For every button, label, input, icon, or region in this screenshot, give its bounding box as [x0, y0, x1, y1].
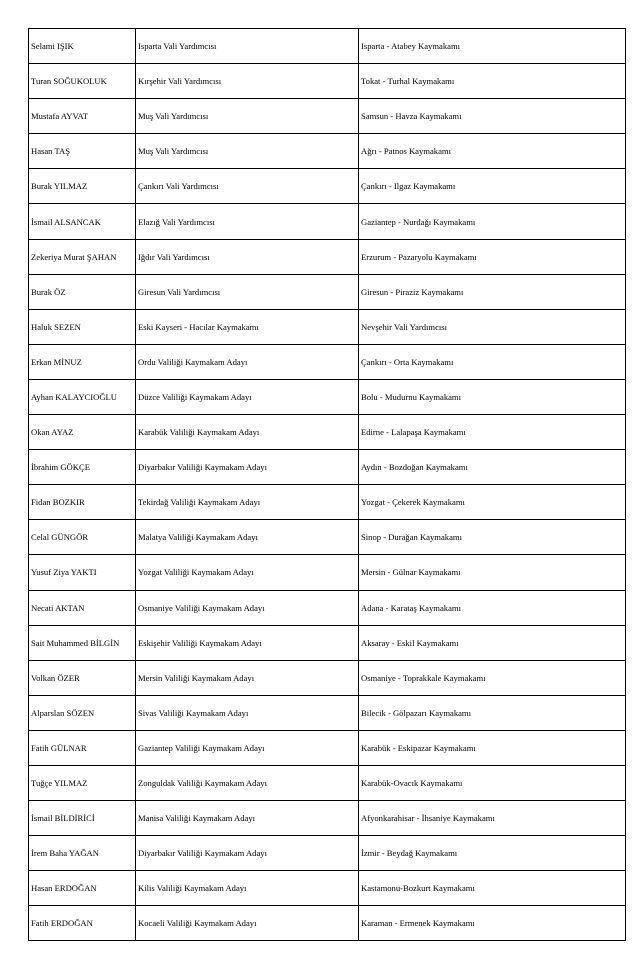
- current-post-cell: Kırşehir Vali Yardımcısı: [136, 64, 359, 99]
- new-post-cell: Giresun - Piraziz Kaymakamı: [359, 274, 626, 309]
- current-post-cell: Malatya Valiliği Kaymakam Adayı: [136, 520, 359, 555]
- table-row: [29, 871, 626, 906]
- new-post-cell: Sinop - Durağan Kaymakamı: [359, 520, 626, 555]
- current-post-cell: Kocaeli Valiliği Kaymakam Adayı: [136, 906, 359, 941]
- new-post-cell: İzmir - Beydağ Kaymakamı: [359, 836, 626, 871]
- current-post-cell: Çankırı Vali Yardımcısı: [136, 169, 359, 204]
- table-row: [29, 309, 626, 344]
- person-name-cell: Hasan TAŞ: [29, 134, 136, 169]
- table-row: [29, 836, 626, 871]
- current-post-cell: Manisa Valiliği Kaymakam Adayı: [136, 801, 359, 836]
- current-post-cell: Ordu Valiliği Kaymakam Adayı: [136, 344, 359, 379]
- current-post-cell: Muş Vali Yardımcısı: [136, 99, 359, 134]
- new-post-cell: Tokat - Turhal Kaymakamı: [359, 64, 626, 99]
- new-post-cell: Kastamonu-Bozkurt Kaymakamı: [359, 871, 626, 906]
- current-post-cell: Osmaniye Valiliği Kaymakam Adayı: [136, 590, 359, 625]
- new-post-cell: Samsun - Havza Kaymakamı: [359, 99, 626, 134]
- person-name-cell: Haluk SEZEN: [29, 309, 136, 344]
- table-row: [29, 379, 626, 414]
- current-post-cell: Eski Kayseri - Hacılar Kaymakamı: [136, 309, 359, 344]
- table-row: [29, 99, 626, 134]
- person-name-cell: Hasan ERDOĞAN: [29, 871, 136, 906]
- table-row: [29, 520, 626, 555]
- new-post-cell: Bilecik - Gölpazarı Kaymakamı: [359, 695, 626, 730]
- current-post-cell: Zonguldak Valiliği Kaymakam Adayı: [136, 765, 359, 800]
- appointments-table: [28, 28, 626, 941]
- person-name-cell: Zekeriya Murat ŞAHAN: [29, 239, 136, 274]
- person-name-cell: İbrahim GÖKÇE: [29, 450, 136, 485]
- current-post-cell: Muş Vali Yardımcısı: [136, 134, 359, 169]
- new-post-cell: Erzurum - Pazaryolu Kaymakamı: [359, 239, 626, 274]
- table-row: [29, 415, 626, 450]
- current-post-cell: Elazığ Vali Yardımcısı: [136, 204, 359, 239]
- table-row: [29, 239, 626, 274]
- person-name-cell: Burak YILMAZ: [29, 169, 136, 204]
- table-row: [29, 906, 626, 941]
- new-post-cell: Karaman - Ermenek Kaymakamı: [359, 906, 626, 941]
- current-post-cell: Gaziantep Valiliği Kaymakam Adayı: [136, 730, 359, 765]
- new-post-cell: Çankırı - Orta Kaymakamı: [359, 344, 626, 379]
- current-post-cell: Iğdır Vali Yardımcısı: [136, 239, 359, 274]
- table-row: [29, 485, 626, 520]
- person-name-cell: Yusuf Ziya YAKTI: [29, 555, 136, 590]
- current-post-cell: Karabük Valiliği Kaymakam Adayı: [136, 415, 359, 450]
- table-row: [29, 555, 626, 590]
- table-row: [29, 590, 626, 625]
- table-row: [29, 625, 626, 660]
- new-post-cell: Aydın - Bozdoğan Kaymakamı: [359, 450, 626, 485]
- person-name-cell: Mustafa AYVAT: [29, 99, 136, 134]
- table-row: [29, 660, 626, 695]
- current-post-cell: Yozgat Valiliği Kaymakam Adayı: [136, 555, 359, 590]
- person-name-cell: Volkan ÖZER: [29, 660, 136, 695]
- new-post-cell: Bolu - Mudurnu Kaymakamı: [359, 379, 626, 414]
- table-row: [29, 274, 626, 309]
- current-post-cell: Kilis Valiliği Kaymakam Adayı: [136, 871, 359, 906]
- new-post-cell: Çankırı - Ilgaz Kaymakamı: [359, 169, 626, 204]
- table-row: [29, 450, 626, 485]
- person-name-cell: İsmail ALSANCAK: [29, 204, 136, 239]
- person-name-cell: Celal GÜNGÖR: [29, 520, 136, 555]
- document-page: [28, 28, 616, 941]
- table-row: [29, 801, 626, 836]
- table-row: [29, 64, 626, 99]
- table-row: [29, 695, 626, 730]
- person-name-cell: İsmail BİLDİRİCİ: [29, 801, 136, 836]
- new-post-cell: Aksaray - Eskil Kaymakamı: [359, 625, 626, 660]
- table-row: [29, 134, 626, 169]
- person-name-cell: Burak ÖZ: [29, 274, 136, 309]
- person-name-cell: Fatih GÜLNAR: [29, 730, 136, 765]
- current-post-cell: Giresun Vali Yardımcısı: [136, 274, 359, 309]
- person-name-cell: Fidan BOZKIR: [29, 485, 136, 520]
- person-name-cell: Tuğçe YILMAZ: [29, 765, 136, 800]
- new-post-cell: Isparta - Atabey Kaymakamı: [359, 29, 626, 64]
- new-post-cell: Edirne - Lalapaşa Kaymakamı: [359, 415, 626, 450]
- person-name-cell: Ayhan KALAYCIOĞLU: [29, 379, 136, 414]
- appointments-table-body: [29, 29, 626, 941]
- table-row: [29, 204, 626, 239]
- new-post-cell: Ağrı - Patnos Kaymakamı: [359, 134, 626, 169]
- new-post-cell: Gaziantep - Nurdağı Kaymakamı: [359, 204, 626, 239]
- table-row: [29, 169, 626, 204]
- current-post-cell: Isparta Vali Yardımcısı: [136, 29, 359, 64]
- current-post-cell: Tekirdağ Valiliği Kaymakam Adayı: [136, 485, 359, 520]
- person-name-cell: Sait Muhammed BİLGİN: [29, 625, 136, 660]
- person-name-cell: Fatih ERDOĞAN: [29, 906, 136, 941]
- person-name-cell: Okan AYAZ: [29, 415, 136, 450]
- current-post-cell: Eskişehir Valiliği Kaymakam Adayı: [136, 625, 359, 660]
- new-post-cell: Yozgat - Çekerek Kaymakamı: [359, 485, 626, 520]
- person-name-cell: Necati AKTAN: [29, 590, 136, 625]
- current-post-cell: Sivas Valiliği Kaymakam Adayı: [136, 695, 359, 730]
- person-name-cell: Erkan MİNUZ: [29, 344, 136, 379]
- new-post-cell: Mersin - Gülnar Kaymakamı: [359, 555, 626, 590]
- new-post-cell: Karabük - Eskipazar Kaymakamı: [359, 730, 626, 765]
- new-post-cell: Adana - Karataş Kaymakamı: [359, 590, 626, 625]
- table-row: [29, 29, 626, 64]
- table-row: [29, 765, 626, 800]
- new-post-cell: Karabük-Ovacık Kaymakamı: [359, 765, 626, 800]
- new-post-cell: Afyonkarahisar - İhsaniye Kaymakamı: [359, 801, 626, 836]
- person-name-cell: Turan SOĞUKOLUK: [29, 64, 136, 99]
- person-name-cell: Alparslan SÖZEN: [29, 695, 136, 730]
- person-name-cell: Selami IŞIK: [29, 29, 136, 64]
- table-row: [29, 344, 626, 379]
- person-name-cell: İrem Baha YAĞAN: [29, 836, 136, 871]
- current-post-cell: Diyarbakır Valiliği Kaymakam Adayı: [136, 836, 359, 871]
- current-post-cell: Diyarbakır Valiliği Kaymakam Adayı: [136, 450, 359, 485]
- table-row: [29, 730, 626, 765]
- current-post-cell: Mersin Valiliği Kaymakam Adayı: [136, 660, 359, 695]
- current-post-cell: Düzce Valiliği Kaymakam Adayı: [136, 379, 359, 414]
- new-post-cell: Osmaniye - Toprakkale Kaymakamı: [359, 660, 626, 695]
- new-post-cell: Nevşehir Vali Yardımcısı: [359, 309, 626, 344]
